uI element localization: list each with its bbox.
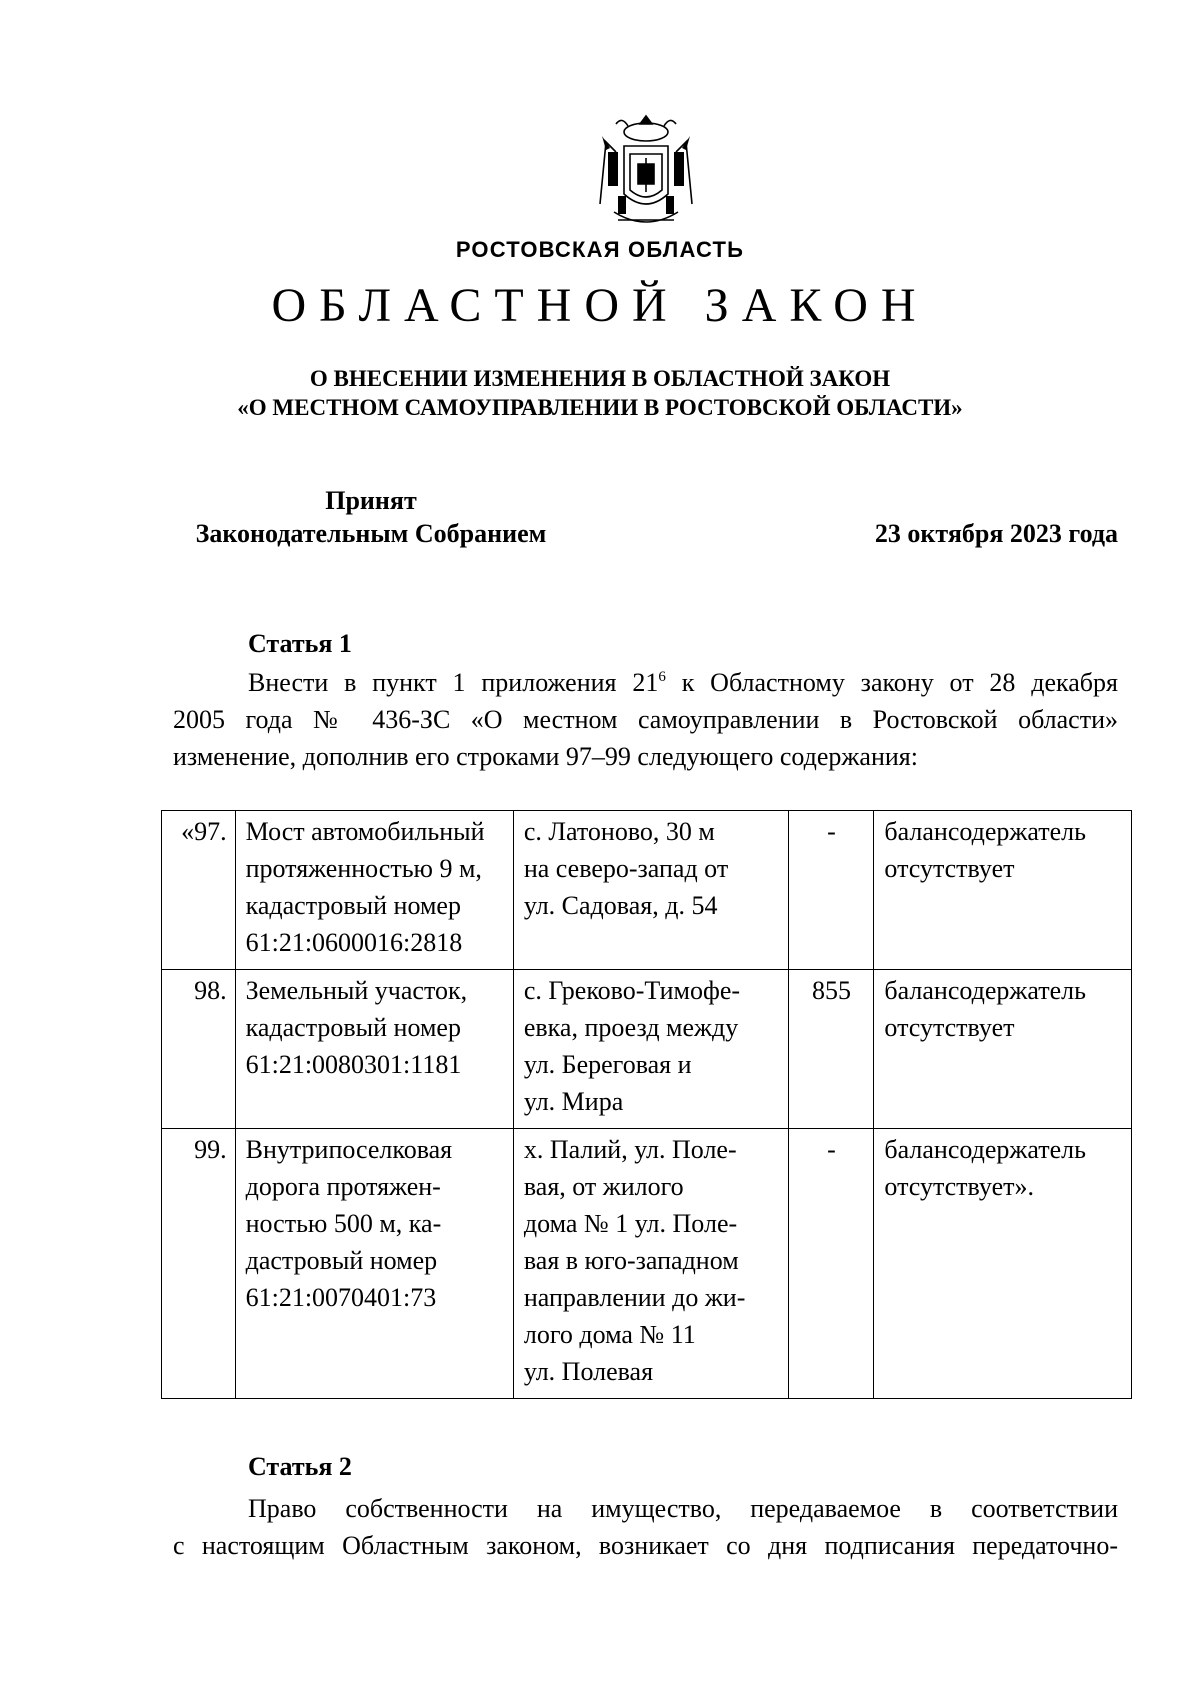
article-2-text: [173, 1490, 1118, 1564]
location-line: ул. Береговая и: [523, 1050, 692, 1079]
location-line: ул. Мира: [523, 1087, 624, 1116]
location-line: на северо-запад от: [523, 854, 729, 883]
holder-cell: [874, 970, 1132, 1129]
location-cell: [513, 970, 789, 1129]
location-line: вая, от жилого: [523, 1172, 684, 1201]
name-line: 61:21:0600016:2818: [245, 928, 463, 957]
adopted-by-label: Законодательным Собранием: [195, 519, 547, 548]
name-line: дорога протяжен-: [245, 1172, 441, 1201]
adopted-label: Принят: [325, 486, 417, 515]
location-line: ул. Садовая, д. 54: [523, 891, 718, 920]
holder-line: отсутствует: [884, 1013, 1015, 1042]
name-line: кадастровый номер: [245, 1013, 461, 1042]
row-number-cell: «97.: [162, 811, 236, 970]
name-line: ностью 500 м, ка-: [245, 1209, 442, 1238]
name-line: Внутрипоселковая: [245, 1135, 453, 1164]
area-cell: -: [789, 811, 874, 970]
location-line: вая в юго-западном: [523, 1246, 739, 1275]
object-name-cell: [235, 970, 513, 1129]
location-line: дома № 1 ул. Поле-: [523, 1209, 738, 1238]
name-line: Мост автомобильный: [245, 817, 485, 846]
location-cell: [513, 811, 789, 970]
holder-line: балансодержатель: [884, 976, 1086, 1005]
name-line: Земельный участок,: [245, 976, 468, 1005]
holder-line: отсутствует: [884, 854, 1015, 883]
law-subtitle-line-1: О ВНЕСЕНИИ ИЗМЕНЕНИЯ В ОБЛАСТНОЙ ЗАКОН: [309, 366, 891, 391]
table-row: [162, 1129, 1132, 1399]
law-subtitle-line-2: «О МЕСТНОМ САМОУПРАВЛЕНИИ В РОСТОВСКОЙ ОБЛАСТИ»: [237, 395, 963, 420]
law-subtitle: [0, 364, 1200, 422]
holder-line: балансодержатель: [884, 817, 1086, 846]
name-line: 61:21:0070401:73: [245, 1283, 437, 1312]
area-cell: 855: [789, 970, 874, 1129]
location-line: х. Палий, ул. Поле-: [523, 1135, 737, 1164]
location-line: с. Греково-Тимофе-: [523, 976, 741, 1005]
article-1-heading: Статья 1: [248, 629, 352, 658]
region-name: РОСТОВСКАЯ ОБЛАСТЬ: [455, 237, 745, 262]
adoption-date: 23 октября 2023 года: [874, 519, 1118, 548]
row-number-cell: 98.: [162, 970, 236, 1129]
name-line: 61:21:0080301:1181: [245, 1050, 462, 1079]
location-line: с. Латоново, 30 м: [523, 817, 715, 846]
holder-cell: [874, 1129, 1132, 1399]
article-2-line-1: Право собственности на имущество, передаваемое в соответствии: [248, 1494, 1118, 1523]
article-1-line-3: изменение, дополнив его строками 97–99 следующего содержания:: [173, 742, 918, 771]
table-row: [162, 970, 1132, 1129]
article-1-line-2: 2005 года № 436-ЗС «О местном самоуправлении в Ростовской области»: [173, 705, 1118, 734]
article-1-text: [173, 664, 1118, 775]
area-cell: -: [789, 1129, 874, 1399]
name-line: протяженностью 9 м,: [245, 854, 482, 883]
holder-line: отсутствует».: [884, 1172, 1034, 1201]
location-cell: [513, 1129, 789, 1399]
article-2-line-2: с настоящим Областным законом, возникает со дня подписания передаточно-: [173, 1531, 1118, 1560]
row-number-cell: 99.: [162, 1129, 236, 1399]
object-name-cell: [235, 1129, 513, 1399]
article-1-line-1: Внести в пункт 1 приложения $21^6$ к Областному закону от 28 декабря: [248, 668, 1118, 697]
name-line: кадастровый номер: [245, 891, 461, 920]
document-type-title: ОБЛАСТНОЙ ЗАКОН: [271, 279, 929, 332]
coat-of-arms-emblem: [594, 112, 698, 234]
holder-line: балансодержатель: [884, 1135, 1086, 1164]
location-line: евка, проезд между: [523, 1013, 739, 1042]
superscript: 6: [658, 669, 666, 685]
table-row: [162, 811, 1132, 970]
article-2-heading: Статья 2: [248, 1452, 352, 1481]
location-line: ул. Полевая: [523, 1357, 654, 1386]
holder-cell: [874, 811, 1132, 970]
location-line: лого дома № 11: [523, 1320, 696, 1349]
name-line: дастровый номер: [245, 1246, 438, 1275]
adoption-block: [176, 484, 566, 550]
property-table: [161, 810, 1132, 1399]
location-line: направлении до жи-: [523, 1283, 746, 1312]
object-name-cell: [235, 811, 513, 970]
